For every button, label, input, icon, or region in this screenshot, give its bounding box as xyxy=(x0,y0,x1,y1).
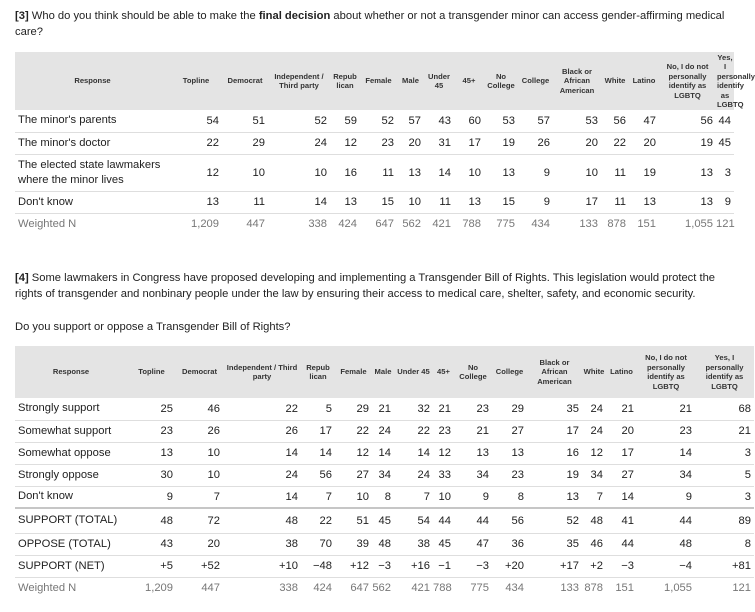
table-cell: 31 xyxy=(424,132,454,154)
table-row xyxy=(15,486,754,508)
column-header: Topline xyxy=(170,52,222,110)
question-4-number: [4] xyxy=(15,272,29,284)
table-cell: 52 xyxy=(360,110,397,132)
table-cell: −4 xyxy=(637,555,695,577)
table-cell: 23 xyxy=(492,464,527,486)
table-cell: 14 xyxy=(394,442,433,464)
table-cell: 13 xyxy=(170,191,222,213)
row-label: The minor's parents xyxy=(15,110,170,132)
table-row xyxy=(15,442,754,464)
table-cell: 24 xyxy=(582,398,606,420)
table-cell: 12 xyxy=(335,442,372,464)
table-cell: 12 xyxy=(582,442,606,464)
table-cell: 22 xyxy=(394,420,433,442)
table-cell: 25 xyxy=(127,398,176,420)
table-cell: 9 xyxy=(637,486,695,508)
table-cell: 23 xyxy=(454,398,492,420)
column-header: No, I do not personally identify as LGBTQ xyxy=(637,346,695,398)
column-header: College xyxy=(518,52,553,110)
table-row xyxy=(15,191,734,213)
table-cell: 10 xyxy=(553,154,601,191)
table-cell: +81 xyxy=(695,555,754,577)
table-row xyxy=(15,110,734,132)
table-cell: −3 xyxy=(454,555,492,577)
table-cell: 133 xyxy=(560,582,579,595)
table-cell: 89 xyxy=(695,508,754,533)
table-cell: 22 xyxy=(170,132,222,154)
row-label: SUPPORT (TOTAL) xyxy=(15,508,127,533)
table-cell: 29 xyxy=(492,398,527,420)
table-cell: 8 xyxy=(372,486,394,508)
table-cell: 32 xyxy=(394,398,433,420)
table-cell: 34 xyxy=(372,464,394,486)
table-cell: 34 xyxy=(582,464,606,486)
table-cell: 7 xyxy=(301,486,335,508)
table-cell: 24 xyxy=(394,464,433,486)
table-cell: 9 xyxy=(454,486,492,508)
table-cell: 9 xyxy=(518,191,553,213)
table-cell: 19 xyxy=(659,132,716,154)
table-cell: 15 xyxy=(484,191,518,213)
table-cell: 56 xyxy=(659,110,716,132)
table-q4 xyxy=(15,346,754,599)
column-header: Black or African American xyxy=(553,52,601,110)
table-cell: 20 xyxy=(397,132,424,154)
column-header: 45+ xyxy=(454,52,484,110)
table-row xyxy=(15,213,734,235)
table-cell: 14 xyxy=(268,191,330,213)
table-cell: 33 xyxy=(433,464,454,486)
table-cell: 878 xyxy=(607,218,626,231)
table-cell: +17 xyxy=(527,555,582,577)
table-row xyxy=(15,555,754,577)
table-cell: 11 xyxy=(222,191,268,213)
table-cell: 13 xyxy=(527,486,582,508)
table-cell: 13 xyxy=(397,154,424,191)
table-cell: −3 xyxy=(372,555,394,577)
row-label: Somewhat oppose xyxy=(15,442,127,464)
table-cell: 68 xyxy=(695,398,754,420)
row-label: Strongly oppose xyxy=(15,464,127,486)
table-cell: 16 xyxy=(330,154,360,191)
table-cell: 3 xyxy=(716,154,734,191)
table-cell: 34 xyxy=(637,464,695,486)
column-header: Democrat xyxy=(176,346,223,398)
table-cell: 788 xyxy=(433,582,452,595)
column-header: Under 45 xyxy=(394,346,433,398)
table-cell: +20 xyxy=(492,555,527,577)
table-cell: 20 xyxy=(176,533,223,555)
table-row xyxy=(15,132,734,154)
table-cell: +16 xyxy=(394,555,433,577)
table-cell: 51 xyxy=(335,508,372,533)
table-cell: 23 xyxy=(433,420,454,442)
table-cell: 7 xyxy=(394,486,433,508)
table-cell: 13 xyxy=(454,191,484,213)
table-cell: 53 xyxy=(484,110,518,132)
column-header: White xyxy=(601,52,629,110)
table-cell: 23 xyxy=(127,420,176,442)
table-cell: 13 xyxy=(659,191,716,213)
question-4-text: Some lawmakers in Congress have proposed developing and implementing a Transgender Bill of Rights. This legislation would protect the rights of transgender and nonbinary people under the law by ensuring their access to medical care, shelter, safety, and economic security. xyxy=(15,272,716,300)
column-header: Under 45 xyxy=(424,52,454,110)
table-cell: 12 xyxy=(170,154,222,191)
table-cell: 9 xyxy=(518,154,553,191)
question-4 xyxy=(15,270,735,302)
table-cell: 43 xyxy=(424,110,454,132)
table-cell: 338 xyxy=(308,218,327,231)
table-cell: 52 xyxy=(268,110,330,132)
table-row xyxy=(15,508,754,533)
column-header: No, I do not personally identify as LGBTQ xyxy=(659,52,716,110)
question-3 xyxy=(15,8,735,40)
table-cell: 133 xyxy=(579,218,598,231)
table-cell: 44 xyxy=(716,110,734,132)
table-cell: 48 xyxy=(582,508,606,533)
column-header: Response xyxy=(15,346,127,398)
table-cell: 424 xyxy=(338,218,357,231)
table-cell: 54 xyxy=(170,110,222,132)
table-cell: 54 xyxy=(394,508,433,533)
table-cell: 45 xyxy=(372,508,394,533)
table-cell: 10 xyxy=(433,486,454,508)
table-cell: 56 xyxy=(492,508,527,533)
table-cell: 38 xyxy=(394,533,433,555)
table-cell: 878 xyxy=(584,582,603,595)
table-cell: 11 xyxy=(601,154,629,191)
table-cell: 562 xyxy=(402,218,421,231)
table-cell: 13 xyxy=(127,442,176,464)
table-cell: 8 xyxy=(492,486,527,508)
table-cell: 14 xyxy=(223,442,301,464)
column-header: No College xyxy=(484,52,518,110)
column-header: Response xyxy=(15,52,170,110)
row-label: Somewhat support xyxy=(15,420,127,442)
table-cell: 421 xyxy=(432,218,451,231)
table-cell: 647 xyxy=(350,582,369,595)
table-cell: 13 xyxy=(454,442,492,464)
column-header: 45+ xyxy=(433,346,454,398)
table-cell: 10 xyxy=(454,154,484,191)
table-cell: 11 xyxy=(360,154,397,191)
table-cell: 36 xyxy=(492,533,527,555)
table-cell: 1,055 xyxy=(685,218,713,231)
table-cell: 23 xyxy=(637,420,695,442)
table-cell: 52 xyxy=(527,508,582,533)
table-cell: 121 xyxy=(716,218,735,231)
table-cell: 44 xyxy=(433,508,454,533)
table-cell: +2 xyxy=(582,555,606,577)
column-header: Democrat xyxy=(222,52,268,110)
table-cell: 27 xyxy=(492,420,527,442)
table-cell: 13 xyxy=(659,154,716,191)
table-q3 xyxy=(15,52,755,235)
table-cell: 10 xyxy=(397,191,424,213)
table-cell: 17 xyxy=(553,191,601,213)
table-cell: 22 xyxy=(223,398,301,420)
table-cell: 24 xyxy=(223,464,301,486)
column-header: Latino xyxy=(629,52,659,110)
table-cell: 48 xyxy=(127,508,176,533)
table-cell: 59 xyxy=(330,110,360,132)
table-cell: 21 xyxy=(454,420,492,442)
table-cell: +12 xyxy=(335,555,372,577)
table-cell: 13 xyxy=(492,442,527,464)
table-cell: 7 xyxy=(176,486,223,508)
column-header: Independent / Third party xyxy=(223,346,301,398)
table-cell: −1 xyxy=(433,555,454,577)
header-row xyxy=(15,346,754,398)
table-cell: 17 xyxy=(527,420,582,442)
row-label: Weighted N xyxy=(18,581,77,594)
table-cell: 14 xyxy=(301,442,335,464)
table-cell: 26 xyxy=(223,420,301,442)
table-cell: 788 xyxy=(462,218,481,231)
table-cell: 1,209 xyxy=(191,218,219,231)
column-header: Female xyxy=(335,346,372,398)
column-header: Yes, I personally identify as LGBTQ xyxy=(717,52,755,109)
table-row xyxy=(15,420,754,442)
table-cell: 46 xyxy=(176,398,223,420)
table-cell: 421 xyxy=(411,582,430,595)
table-cell: 10 xyxy=(335,486,372,508)
table-cell: 38 xyxy=(223,533,301,555)
table-cell: 775 xyxy=(496,218,515,231)
table-cell: 21 xyxy=(372,398,394,420)
table-cell: 11 xyxy=(601,191,629,213)
table-cell: 8 xyxy=(695,533,754,555)
table-cell: 10 xyxy=(222,154,268,191)
table-cell: 424 xyxy=(313,582,332,595)
table-cell: 29 xyxy=(222,132,268,154)
table-cell: 562 xyxy=(372,582,391,595)
table-cell: 26 xyxy=(176,420,223,442)
table-cell: 29 xyxy=(335,398,372,420)
table-cell: 17 xyxy=(454,132,484,154)
table-cell: 47 xyxy=(629,110,659,132)
table-cell: 21 xyxy=(637,398,695,420)
table-cell: 9 xyxy=(127,486,176,508)
table-cell: −48 xyxy=(301,555,335,577)
table-cell: 57 xyxy=(518,110,553,132)
table-cell: 57 xyxy=(397,110,424,132)
table-cell: 434 xyxy=(531,218,550,231)
column-header: Independent / Third party xyxy=(268,52,330,110)
table-cell: 35 xyxy=(527,398,582,420)
table-cell: 34 xyxy=(454,464,492,486)
table-cell: 43 xyxy=(127,533,176,555)
table-cell: +5 xyxy=(127,555,176,577)
table-cell: 26 xyxy=(518,132,553,154)
column-header: Repub lican xyxy=(301,346,335,398)
row-label: The minor's doctor xyxy=(15,132,170,154)
table-cell: 48 xyxy=(637,533,695,555)
table-cell: 19 xyxy=(527,464,582,486)
row-label: Strongly support xyxy=(15,398,127,420)
table-cell: 45 xyxy=(433,533,454,555)
table-cell: 7 xyxy=(582,486,606,508)
table-cell: 5 xyxy=(695,464,754,486)
table-cell: 44 xyxy=(606,533,637,555)
table-cell: 17 xyxy=(606,442,637,464)
table-cell: 9 xyxy=(716,191,734,213)
column-header: Black or African American xyxy=(527,346,582,398)
table-cell: 24 xyxy=(268,132,330,154)
column-header: Yes, I personally identify as LGBTQ xyxy=(695,346,754,398)
table-cell: 41 xyxy=(606,508,637,533)
table-cell: 22 xyxy=(601,132,629,154)
table-cell: 13 xyxy=(330,191,360,213)
column-header: White xyxy=(582,346,606,398)
table-cell: 21 xyxy=(695,420,754,442)
table-cell: 48 xyxy=(372,533,394,555)
table-cell: 151 xyxy=(637,218,656,231)
table-cell: 5 xyxy=(301,398,335,420)
table-row xyxy=(15,577,754,599)
table-cell: 121 xyxy=(732,582,751,595)
table-cell: 14 xyxy=(637,442,695,464)
table-cell: 14 xyxy=(424,154,454,191)
table-cell: 46 xyxy=(582,533,606,555)
table-row xyxy=(15,464,754,486)
table-cell: 19 xyxy=(629,154,659,191)
row-label: The elected state lawmakers where the minor lives xyxy=(15,154,170,191)
table-cell: 44 xyxy=(637,508,695,533)
table-cell: 15 xyxy=(360,191,397,213)
table-cell: 35 xyxy=(527,533,582,555)
table-cell: 22 xyxy=(301,508,335,533)
table-cell: 45 xyxy=(716,132,734,154)
table-cell: 44 xyxy=(454,508,492,533)
table-cell: 3 xyxy=(695,442,754,464)
table-cell: 10 xyxy=(176,464,223,486)
question-3-text-before: Who do you think should be able to make the xyxy=(31,10,256,22)
column-header: Male xyxy=(372,346,394,398)
table-cell: 1,055 xyxy=(664,582,692,595)
table-cell: 14 xyxy=(223,486,301,508)
table-cell: 53 xyxy=(553,110,601,132)
table-cell: 51 xyxy=(222,110,268,132)
column-header: College xyxy=(492,346,527,398)
table-cell: 19 xyxy=(484,132,518,154)
header-row xyxy=(15,52,734,110)
table-cell: 13 xyxy=(484,154,518,191)
row-label: Don't know xyxy=(15,191,170,213)
column-header: Latino xyxy=(606,346,637,398)
table-cell: 47 xyxy=(454,533,492,555)
table-cell: 39 xyxy=(335,533,372,555)
row-label: SUPPORT (NET) xyxy=(15,555,127,577)
table-cell: 12 xyxy=(330,132,360,154)
table-row xyxy=(15,533,754,555)
table-cell: 27 xyxy=(335,464,372,486)
table-cell: 12 xyxy=(433,442,454,464)
table-cell: 17 xyxy=(301,420,335,442)
table-cell: 20 xyxy=(606,420,637,442)
table-cell: 13 xyxy=(629,191,659,213)
table-cell: 11 xyxy=(424,191,454,213)
table-cell: 27 xyxy=(606,464,637,486)
table-cell: 10 xyxy=(268,154,330,191)
column-header: Repub lican xyxy=(330,52,360,110)
row-label: OPPOSE (TOTAL) xyxy=(15,533,127,555)
question-3-number: [3] xyxy=(15,10,29,22)
table-cell: 56 xyxy=(301,464,335,486)
table-cell: 14 xyxy=(372,442,394,464)
table-cell: 24 xyxy=(372,420,394,442)
table-cell: 434 xyxy=(505,582,524,595)
question-3-text-after: about whether or not a transgender minor can access gender-affirming medical care? xyxy=(15,10,725,38)
table-cell: 447 xyxy=(246,218,265,231)
table-cell: 647 xyxy=(375,218,394,231)
table-cell: 22 xyxy=(335,420,372,442)
table-cell: 14 xyxy=(606,486,637,508)
table-row xyxy=(15,154,734,191)
table-cell: 20 xyxy=(629,132,659,154)
table-cell: 56 xyxy=(601,110,629,132)
column-header: No College xyxy=(454,346,492,398)
table-cell: 24 xyxy=(582,420,606,442)
column-header: Topline xyxy=(127,346,176,398)
row-label: Weighted N xyxy=(18,217,77,230)
table-cell: 21 xyxy=(433,398,454,420)
table-cell: 30 xyxy=(127,464,176,486)
table-cell: +10 xyxy=(223,555,301,577)
table-cell: 70 xyxy=(301,533,335,555)
table-cell: +52 xyxy=(176,555,223,577)
column-header: Female xyxy=(360,52,397,110)
table-cell: 447 xyxy=(201,582,220,595)
table-cell: 1,209 xyxy=(145,582,173,595)
row-label: Don't know xyxy=(15,486,127,508)
table-cell: 48 xyxy=(223,508,301,533)
table-cell: 3 xyxy=(695,486,754,508)
question-3-bold: final decision xyxy=(258,10,331,22)
table-row xyxy=(15,398,754,420)
question-4-subtext: Do you support or oppose a Transgender Bill of Rights? xyxy=(15,321,291,333)
table-cell: 151 xyxy=(615,582,634,595)
column-header: Male xyxy=(397,52,424,110)
table-cell: 775 xyxy=(470,582,489,595)
table-cell: 338 xyxy=(279,582,298,595)
table-cell: −3 xyxy=(606,555,637,577)
table-cell: 10 xyxy=(176,442,223,464)
table-cell: 60 xyxy=(454,110,484,132)
table-cell: 20 xyxy=(553,132,601,154)
table-cell: 16 xyxy=(527,442,582,464)
table-cell: 72 xyxy=(176,508,223,533)
table-cell: 21 xyxy=(606,398,637,420)
table-cell: 23 xyxy=(360,132,397,154)
